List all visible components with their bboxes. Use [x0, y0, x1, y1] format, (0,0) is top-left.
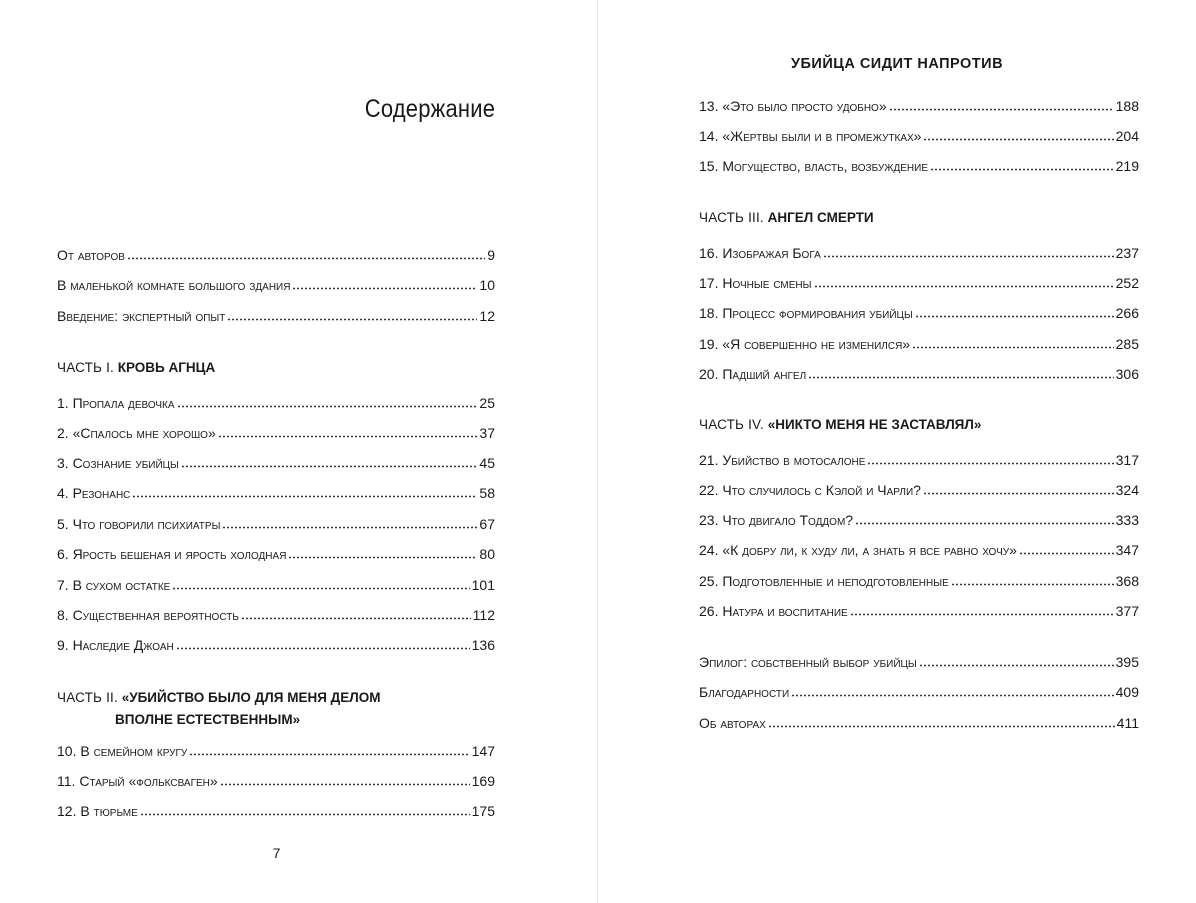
- toc-entry-label: Эпилог: собственный выбор убийцы: [699, 654, 917, 670]
- toc-entry-page: 67: [479, 516, 495, 532]
- dot-leader: [814, 274, 1114, 288]
- dot-leader: [915, 304, 1114, 318]
- contents-title: Содержание: [364, 95, 495, 123]
- toc-entry-label: 20. Падший ангел: [699, 366, 807, 382]
- dot-leader: [930, 157, 1114, 171]
- toc-entry-page: 306: [1115, 366, 1139, 382]
- dot-leader: [923, 481, 1114, 495]
- part-number: ЧАСТЬ III.: [699, 210, 764, 225]
- toc-entry-page: 188: [1115, 98, 1139, 114]
- toc-entry: [57, 424, 495, 446]
- dot-leader: [288, 545, 477, 559]
- toc-entry: [57, 515, 495, 537]
- left-page: [0, 0, 597, 903]
- toc-entry-page: 9: [487, 247, 495, 263]
- toc-entry: [699, 127, 1139, 149]
- toc-entry-page: 80: [479, 546, 495, 562]
- dot-leader: [923, 127, 1113, 141]
- toc-entry-page: 266: [1115, 305, 1139, 321]
- toc-entry: [57, 246, 495, 268]
- toc-entry: [57, 394, 495, 416]
- toc-entry: [57, 742, 495, 764]
- toc-entry: [57, 802, 495, 824]
- dot-leader: [220, 772, 470, 786]
- toc-entry: [699, 683, 1139, 705]
- toc-entry: [699, 157, 1139, 179]
- toc-entry-page: 10: [479, 277, 495, 293]
- toc-entry: [699, 304, 1139, 326]
- toc-entry-page: 324: [1115, 482, 1139, 498]
- toc-entry: [57, 276, 495, 298]
- toc-entry-page: 317: [1115, 452, 1139, 468]
- dot-leader: [177, 394, 478, 408]
- toc-entry-label: 6. Ярость бешеная и ярость холодная: [57, 546, 287, 562]
- toc-entry-page: 285: [1115, 336, 1139, 352]
- part-number: ЧАСТЬ II.: [57, 690, 118, 705]
- dot-leader: [127, 246, 485, 260]
- toc-entry-label: 11. Старый «фольксваген»: [57, 773, 218, 789]
- toc-entry: [699, 244, 1139, 266]
- toc-entry-page: 136: [471, 637, 495, 653]
- toc-entry-page: 219: [1115, 158, 1139, 174]
- part-heading: [699, 207, 1139, 229]
- toc-entry-label: 13. «Это было просто удобно»: [699, 98, 887, 114]
- dot-leader: [241, 606, 471, 620]
- dot-leader: [132, 484, 477, 498]
- part-title-continued: ВПОЛНЕ ЕСТЕСТВЕННЫМ»: [115, 712, 301, 727]
- dot-leader: [140, 802, 470, 816]
- part-title: «НИКТО МЕНЯ НЕ ЗАСТАВЛЯЛ»: [767, 417, 982, 432]
- toc-entry-page: 58: [479, 485, 495, 501]
- toc-entry-label: В маленькой комнате большого здания: [57, 277, 291, 293]
- toc-entry: [699, 335, 1139, 357]
- dot-leader: [189, 742, 469, 756]
- toc-entry-page: 45: [479, 455, 495, 471]
- toc-entry-label: От авторов: [57, 247, 125, 263]
- dot-leader: [791, 683, 1114, 697]
- dot-leader: [850, 602, 1114, 616]
- dot-leader: [222, 515, 477, 529]
- toc-entry-page: 237: [1115, 245, 1139, 261]
- right-page: [598, 0, 1196, 903]
- toc-entry: [699, 274, 1139, 296]
- toc-entry: [699, 451, 1139, 473]
- toc-entry: [699, 541, 1139, 563]
- dot-leader: [176, 636, 470, 650]
- toc-entry-page: 377: [1115, 603, 1139, 619]
- part-heading: [57, 687, 497, 731]
- toc-entry-label: 7. В сухом остатке: [57, 577, 171, 593]
- toc-entry-page: 368: [1115, 573, 1139, 589]
- toc-entry-label: 23. Что двигало Тоддом?: [699, 512, 854, 528]
- toc-entry: [699, 365, 1139, 387]
- dot-leader: [889, 97, 1114, 111]
- toc-entry-page: 395: [1115, 654, 1139, 670]
- toc-entry-label: 5. Что говорили психиатры: [57, 516, 221, 532]
- toc-entry-label: Об авторах: [699, 715, 766, 731]
- toc-entry: [57, 545, 495, 567]
- toc-entry: [57, 772, 495, 794]
- dot-leader: [808, 365, 1113, 379]
- dot-leader: [172, 576, 469, 590]
- dot-leader: [867, 451, 1113, 465]
- toc-entry-label: 10. В семейном кругу: [57, 743, 188, 759]
- toc-entry-label: 17. Ночные смены: [699, 275, 812, 291]
- toc-entry: [57, 606, 495, 628]
- toc-entry: [699, 511, 1139, 533]
- toc-entry-page: 347: [1115, 542, 1139, 558]
- toc-entry-page: 101: [471, 577, 495, 593]
- dot-leader: [292, 276, 477, 290]
- toc-entry-page: 333: [1115, 512, 1139, 528]
- dot-leader: [218, 424, 478, 438]
- part-heading: [57, 357, 497, 379]
- dot-leader: [855, 511, 1114, 525]
- toc-entry-page: 169: [471, 773, 495, 789]
- toc-entry-label: 3. Сознание убийцы: [57, 455, 179, 471]
- running-head: УБИЙЦА СИДИТ НАПРОТИВ: [790, 56, 1004, 72]
- dot-leader: [912, 335, 1114, 349]
- toc-entry-label: 26. Натура и воспитание: [699, 603, 848, 619]
- dot-leader: [951, 572, 1114, 586]
- toc-entry-label: 8. Существенная вероятность: [57, 607, 239, 623]
- toc-entry-page: 409: [1115, 684, 1139, 700]
- toc-entry: [699, 653, 1139, 675]
- toc-entry: [57, 636, 495, 658]
- toc-entry-page: 204: [1115, 128, 1139, 144]
- toc-entry-page: 252: [1115, 275, 1139, 291]
- toc-entry-label: 2. «Спалось мне хорошо»: [57, 425, 216, 441]
- toc-entry: [57, 576, 495, 598]
- dot-leader: [919, 653, 1114, 667]
- toc-entry-page: 12: [479, 308, 495, 324]
- toc-entry-page: 37: [479, 425, 495, 441]
- toc-entry-label: 15. Могущество, власть, возбуждение: [699, 158, 929, 174]
- toc-entry: [57, 307, 495, 329]
- dot-leader: [181, 454, 478, 468]
- part-heading: [699, 414, 1139, 436]
- page-number: 7: [272, 845, 281, 861]
- toc-entry-label: 22. Что случилось с Кэлой и Чарли?: [699, 482, 921, 498]
- toc-entry: [57, 484, 495, 506]
- part-title: «УБИЙСТВО БЫЛО ДЛЯ МЕНЯ ДЕЛОМ: [121, 690, 381, 705]
- toc-entry: [699, 572, 1139, 594]
- toc-entry: [699, 714, 1139, 736]
- toc-entry-label: Благодарности: [699, 684, 790, 700]
- toc-entry-label: 18. Процесс формирования убийцы: [699, 305, 913, 321]
- toc-entry-page: 175: [471, 803, 495, 819]
- toc-entry-label: 4. Резонанс: [57, 485, 131, 501]
- toc-entry-page: 25: [479, 395, 495, 411]
- dot-leader: [823, 244, 1114, 258]
- toc-entry-page: 147: [471, 743, 495, 759]
- toc-entry-label: Введение: экспертный опыт: [57, 308, 226, 324]
- toc-entry-page: 112: [472, 607, 495, 623]
- toc-entry-label: 25. Подготовленные и неподготовленные: [699, 573, 949, 589]
- toc-entry-label: 14. «Жертвы были и в промежутках»: [699, 128, 922, 144]
- dot-leader: [768, 714, 1115, 728]
- toc-entry-label: 12. В тюрьме: [57, 803, 138, 819]
- part-number: ЧАСТЬ IV.: [699, 417, 764, 432]
- toc-entry: [699, 97, 1139, 119]
- toc-entry-label: 19. «Я совершенно не изменился»: [699, 336, 911, 352]
- toc-entry-page: 411: [1116, 715, 1139, 731]
- toc-entry-label: 21. Убийство в мотосалоне: [699, 452, 866, 468]
- part-title: КРОВЬ АГНЦА: [117, 360, 216, 375]
- part-number: ЧАСТЬ I.: [57, 360, 114, 375]
- toc-entry-label: 24. «К добру ли, к худу ли, а знать я все равно хочу»: [699, 542, 1017, 558]
- dot-leader: [227, 307, 477, 321]
- toc-entry-label: 1. Пропала девочка: [57, 395, 175, 411]
- toc-entry-label: 9. Наследие Джоан: [57, 637, 174, 653]
- part-title: АНГЕЛ СМЕРТИ: [767, 210, 874, 225]
- toc-entry: [57, 454, 495, 476]
- toc-entry: [699, 602, 1139, 624]
- toc-entry: [699, 481, 1139, 503]
- toc-entry-label: 16. Изображая Бога: [699, 245, 821, 261]
- dot-leader: [1019, 541, 1114, 555]
